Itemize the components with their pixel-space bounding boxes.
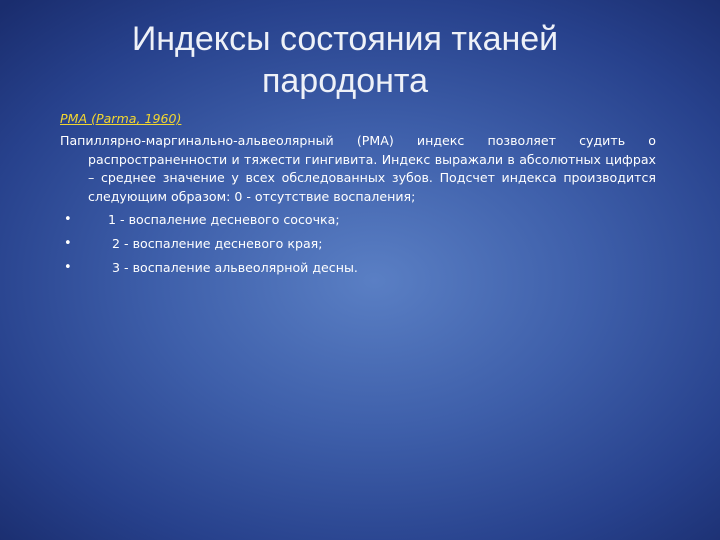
list-item <box>60 208 656 232</box>
slide-title-line-1: Индексы состояния тканей <box>131 20 559 58</box>
slide-body <box>60 110 656 280</box>
slide-title-line-2: пародонта <box>261 62 428 100</box>
grades-list <box>60 208 656 280</box>
list-item-text: 1 - воспаление десневого сосочка; <box>108 212 340 228</box>
list-item-text: 3 - воспаление альвеолярной десны. <box>112 260 358 276</box>
list-item <box>60 232 656 256</box>
list-item <box>60 256 656 280</box>
bullet-icon: • <box>64 236 72 252</box>
list-item-text: 2 - воспаление десневого края; <box>112 236 323 252</box>
bullet-icon: • <box>64 212 72 228</box>
slide-title <box>0 18 690 102</box>
bullet-icon: • <box>64 260 72 276</box>
description-paragraph: Папиллярно-маргинально-альвеолярный (PMA) индекс позволяет судить о распространенности и тяжести гингивита. Индекс выражали в абсолютных цифрах – среднее значение у всех обследованных зубов. Подсчет индекса производится следующим образом: 0 - отсутствие воспаления; <box>60 133 656 204</box>
citation-link[interactable]: PMA (Parma, 1960) <box>60 111 182 126</box>
